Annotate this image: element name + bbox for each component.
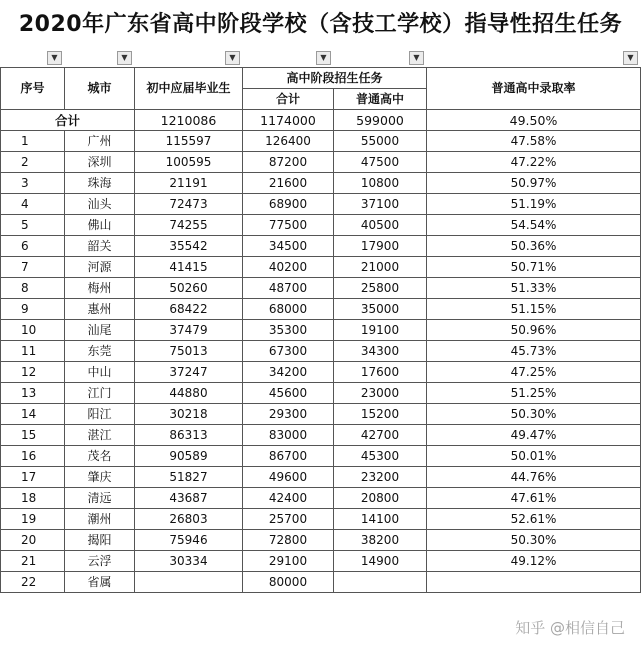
cell-grads[interactable]: 26803 — [135, 509, 243, 530]
cell-regular[interactable]: 23000 — [334, 383, 427, 404]
cell-seq[interactable]: 19 — [1, 509, 65, 530]
cell-rate[interactable]: 51.19% — [427, 194, 641, 215]
header-task-group[interactable]: 高中阶段招生任务 — [243, 68, 427, 89]
table-row — [1, 320, 641, 341]
cell-city[interactable]: 汕头 — [65, 194, 135, 215]
cell-grads[interactable]: 35542 — [135, 236, 243, 257]
cell-rate[interactable]: 50.97% — [427, 173, 641, 194]
cell-seq[interactable]: 18 — [1, 488, 65, 509]
cell-seq[interactable]: 12 — [1, 362, 65, 383]
header-city[interactable]: 城市 — [65, 68, 135, 110]
cell-regular[interactable]: 15200 — [334, 404, 427, 425]
cell-total[interactable]: 21600 — [243, 173, 334, 194]
cell-rate[interactable]: 50.96% — [427, 320, 641, 341]
cell-regular[interactable]: 20800 — [334, 488, 427, 509]
summary-label[interactable]: 合计 — [1, 110, 135, 131]
cell-grads[interactable]: 86313 — [135, 425, 243, 446]
cell-city[interactable]: 江门 — [65, 383, 135, 404]
cell-rate[interactable]: 50.30% — [427, 530, 641, 551]
cell-rate[interactable] — [427, 572, 641, 593]
cell-grads[interactable]: 50260 — [135, 278, 243, 299]
cell-city[interactable]: 深圳 — [65, 152, 135, 173]
cell-city[interactable]: 汕尾 — [65, 320, 135, 341]
cell-regular[interactable]: 14100 — [334, 509, 427, 530]
watermark: 知乎 @相信自己 — [515, 619, 625, 637]
cell-total[interactable]: 45600 — [243, 383, 334, 404]
cell-seq[interactable]: 8 — [1, 278, 65, 299]
cell-total[interactable]: 68900 — [243, 194, 334, 215]
cell-city[interactable]: 佛山 — [65, 215, 135, 236]
header-seq[interactable]: 序号 — [1, 68, 65, 110]
cell-rate[interactable]: 50.01% — [427, 446, 641, 467]
cell-total[interactable]: 34200 — [243, 362, 334, 383]
autofilter-row — [0, 50, 641, 68]
cell-total[interactable]: 48700 — [243, 278, 334, 299]
cell-total[interactable]: 68000 — [243, 299, 334, 320]
filter-dropdown-seq[interactable] — [47, 51, 62, 65]
cell-grads[interactable] — [135, 572, 243, 593]
cell-regular[interactable]: 17900 — [334, 236, 427, 257]
cell-seq[interactable]: 13 — [1, 383, 65, 404]
cell-seq[interactable]: 20 — [1, 530, 65, 551]
table-row — [1, 236, 641, 257]
cell-grads[interactable]: 30334 — [135, 551, 243, 572]
dropdown-arrow-icon: ▼ — [413, 53, 420, 62]
summary-total[interactable]: 1174000 — [243, 110, 334, 131]
cell-seq[interactable]: 16 — [1, 446, 65, 467]
cell-total[interactable]: 49600 — [243, 467, 334, 488]
cell-regular[interactable]: 47500 — [334, 152, 427, 173]
cell-regular[interactable]: 34300 — [334, 341, 427, 362]
cell-city[interactable]: 潮州 — [65, 509, 135, 530]
cell-total[interactable]: 29300 — [243, 404, 334, 425]
cell-rate[interactable]: 51.25% — [427, 383, 641, 404]
cell-city[interactable]: 珠海 — [65, 173, 135, 194]
cell-total[interactable]: 29100 — [243, 551, 334, 572]
cell-grads[interactable]: 51827 — [135, 467, 243, 488]
cell-grads[interactable]: 68422 — [135, 299, 243, 320]
cell-city[interactable]: 清远 — [65, 488, 135, 509]
cell-total[interactable]: 40200 — [243, 257, 334, 278]
cell-city[interactable]: 肇庆 — [65, 467, 135, 488]
cell-total[interactable]: 77500 — [243, 215, 334, 236]
cell-total[interactable]: 126400 — [243, 131, 334, 152]
dropdown-arrow-icon: ▼ — [320, 53, 327, 62]
cell-seq[interactable]: 6 — [1, 236, 65, 257]
cell-seq[interactable]: 11 — [1, 341, 65, 362]
cell-total[interactable]: 67300 — [243, 341, 334, 362]
cell-city[interactable]: 广州 — [65, 131, 135, 152]
filter-dropdown-regular[interactable] — [409, 51, 424, 65]
cell-regular[interactable]: 14900 — [334, 551, 427, 572]
dropdown-arrow-icon: ▼ — [121, 53, 128, 62]
cell-rate[interactable]: 47.58% — [427, 131, 641, 152]
cell-seq[interactable]: 21 — [1, 551, 65, 572]
cell-city[interactable]: 惠州 — [65, 299, 135, 320]
cell-seq[interactable]: 1 — [1, 131, 65, 152]
cell-total[interactable]: 72800 — [243, 530, 334, 551]
cell-seq[interactable]: 7 — [1, 257, 65, 278]
cell-regular[interactable]: 21000 — [334, 257, 427, 278]
cell-regular[interactable]: 19100 — [334, 320, 427, 341]
cell-city[interactable]: 省属 — [65, 572, 135, 593]
cell-grads[interactable]: 41415 — [135, 257, 243, 278]
cell-rate[interactable]: 44.76% — [427, 467, 641, 488]
cell-grads[interactable]: 115597 — [135, 131, 243, 152]
cell-city[interactable]: 阳江 — [65, 404, 135, 425]
cell-grads[interactable]: 37247 — [135, 362, 243, 383]
table-row — [1, 299, 641, 320]
table-row — [1, 488, 641, 509]
cell-regular[interactable]: 42700 — [334, 425, 427, 446]
cell-rate[interactable]: 50.30% — [427, 404, 641, 425]
cell-city[interactable]: 东莞 — [65, 341, 135, 362]
header-total[interactable]: 合计 — [243, 89, 334, 110]
cell-regular[interactable]: 35000 — [334, 299, 427, 320]
enrollment-table — [0, 67, 641, 593]
cell-city[interactable]: 韶关 — [65, 236, 135, 257]
summary-grads[interactable]: 1210086 — [135, 110, 243, 131]
cell-total[interactable]: 83000 — [243, 425, 334, 446]
table-row — [1, 551, 641, 572]
table-row — [1, 362, 641, 383]
cell-rate[interactable]: 51.33% — [427, 278, 641, 299]
summary-regular[interactable]: 599000 — [334, 110, 427, 131]
cell-total[interactable]: 86700 — [243, 446, 334, 467]
table-row — [1, 572, 641, 593]
cell-seq[interactable]: 14 — [1, 404, 65, 425]
dropdown-arrow-icon: ▼ — [51, 53, 58, 62]
cell-seq[interactable]: 22 — [1, 572, 65, 593]
table-row — [1, 383, 641, 404]
table-row — [1, 278, 641, 299]
cell-city[interactable]: 梅州 — [65, 278, 135, 299]
cell-grads[interactable]: 44880 — [135, 383, 243, 404]
cell-grads[interactable]: 43687 — [135, 488, 243, 509]
cell-regular[interactable]: 23200 — [334, 467, 427, 488]
filter-dropdown-city[interactable] — [117, 51, 132, 65]
table-row — [1, 131, 641, 152]
cell-city[interactable]: 云浮 — [65, 551, 135, 572]
dropdown-arrow-icon: ▼ — [229, 53, 236, 62]
cell-seq[interactable]: 5 — [1, 215, 65, 236]
cell-rate[interactable]: 52.61% — [427, 509, 641, 530]
cell-city[interactable]: 茂名 — [65, 446, 135, 467]
cell-city[interactable]: 中山 — [65, 362, 135, 383]
summary-rate[interactable]: 49.50% — [427, 110, 641, 131]
cell-grads[interactable]: 72473 — [135, 194, 243, 215]
cell-seq[interactable]: 3 — [1, 173, 65, 194]
cell-grads[interactable]: 21191 — [135, 173, 243, 194]
cell-rate[interactable]: 54.54% — [427, 215, 641, 236]
header-grads[interactable]: 初中应届毕业生 — [135, 68, 243, 110]
cell-rate[interactable]: 50.71% — [427, 257, 641, 278]
cell-city[interactable]: 湛江 — [65, 425, 135, 446]
table-row — [1, 215, 641, 236]
cell-regular[interactable]: 10800 — [334, 173, 427, 194]
filter-dropdown-total[interactable] — [316, 51, 331, 65]
table-row — [1, 173, 641, 194]
table-row — [1, 509, 641, 530]
cell-grads[interactable]: 100595 — [135, 152, 243, 173]
cell-regular[interactable]: 45300 — [334, 446, 427, 467]
dropdown-arrow-icon: ▼ — [627, 53, 634, 62]
cell-rate[interactable]: 50.36% — [427, 236, 641, 257]
table-row — [1, 404, 641, 425]
cell-rate[interactable]: 47.22% — [427, 152, 641, 173]
summary-row — [1, 110, 641, 131]
table-row — [1, 152, 641, 173]
cell-total[interactable]: 35300 — [243, 320, 334, 341]
cell-total[interactable]: 80000 — [243, 572, 334, 593]
cell-regular[interactable]: 17600 — [334, 362, 427, 383]
cell-seq[interactable]: 17 — [1, 467, 65, 488]
cell-rate[interactable]: 47.61% — [427, 488, 641, 509]
cell-grads[interactable]: 30218 — [135, 404, 243, 425]
table-row — [1, 446, 641, 467]
cell-rate[interactable]: 49.47% — [427, 425, 641, 446]
cell-city[interactable]: 河源 — [65, 257, 135, 278]
cell-grads[interactable]: 75946 — [135, 530, 243, 551]
cell-rate[interactable]: 51.15% — [427, 299, 641, 320]
table-row — [1, 425, 641, 446]
header-regular[interactable]: 普通高中 — [334, 89, 427, 110]
table-row — [1, 467, 641, 488]
table-row — [1, 341, 641, 362]
cell-grads[interactable]: 37479 — [135, 320, 243, 341]
filter-dropdown-grads[interactable] — [225, 51, 240, 65]
cell-regular[interactable]: 38200 — [334, 530, 427, 551]
cell-rate[interactable]: 47.25% — [427, 362, 641, 383]
cell-total[interactable]: 25700 — [243, 509, 334, 530]
cell-regular[interactable] — [334, 572, 427, 593]
cell-grads[interactable]: 90589 — [135, 446, 243, 467]
cell-seq[interactable]: 9 — [1, 299, 65, 320]
table-row — [1, 257, 641, 278]
cell-regular[interactable]: 40500 — [334, 215, 427, 236]
header-rate[interactable]: 普通高中录取率 — [427, 68, 641, 110]
table-row — [1, 530, 641, 551]
cell-grads[interactable]: 74255 — [135, 215, 243, 236]
table-row — [1, 194, 641, 215]
cell-total[interactable]: 87200 — [243, 152, 334, 173]
cell-seq[interactable]: 4 — [1, 194, 65, 215]
cell-total[interactable]: 42400 — [243, 488, 334, 509]
cell-total[interactable]: 34500 — [243, 236, 334, 257]
cell-seq[interactable]: 15 — [1, 425, 65, 446]
cell-city[interactable]: 揭阳 — [65, 530, 135, 551]
cell-rate[interactable]: 45.73% — [427, 341, 641, 362]
cell-seq[interactable]: 2 — [1, 152, 65, 173]
cell-rate[interactable]: 49.12% — [427, 551, 641, 572]
cell-regular[interactable]: 37100 — [334, 194, 427, 215]
cell-grads[interactable]: 75013 — [135, 341, 243, 362]
cell-regular[interactable]: 55000 — [334, 131, 427, 152]
sheet-title: 2020年广东省高中阶段学校（含技工学校）指导性招生任务 — [18, 12, 623, 37]
cell-seq[interactable]: 10 — [1, 320, 65, 341]
filter-dropdown-rate[interactable] — [623, 51, 638, 65]
cell-regular[interactable]: 25800 — [334, 278, 427, 299]
